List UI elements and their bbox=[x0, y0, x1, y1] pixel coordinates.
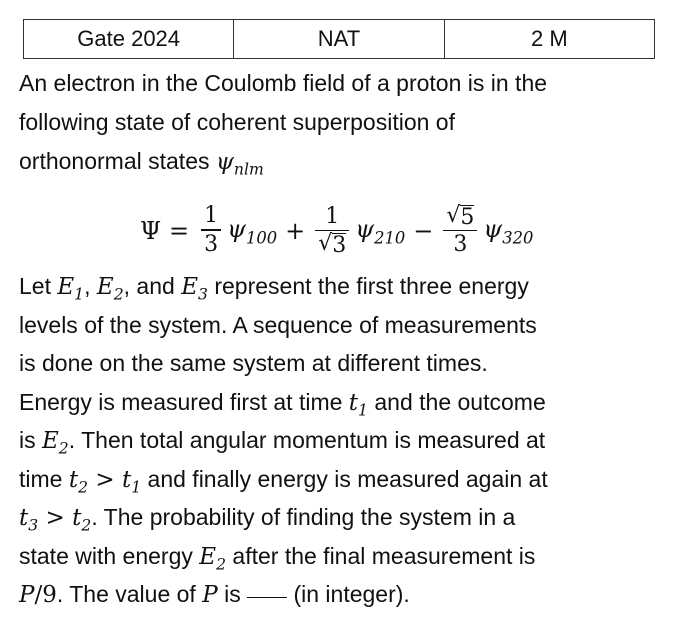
frac1-den: 3 bbox=[204, 231, 219, 257]
t1: $t_1$ bbox=[121, 467, 142, 497]
sqrt-icon: √ bbox=[446, 202, 461, 228]
question-line-13: P/9. The value of P is (in integer). bbox=[19, 581, 410, 608]
marks-cell: 2 M bbox=[530, 26, 568, 51]
psi-320: $\psi_{320}$ bbox=[483, 214, 534, 248]
frac1-num: 1 bbox=[204, 203, 219, 229]
P-symbol: P bbox=[202, 582, 218, 608]
t1: $t_1$ bbox=[348, 390, 368, 420]
question-line-1: An electron in the Coulomb field of a proton is in the bbox=[19, 70, 548, 96]
question-line-10: time $t_2 > t_1$ and finally energy is measured again at bbox=[19, 466, 548, 497]
question-line-5: Let $E_1$, $E_2$, and $E_3$ represent the first three energy bbox=[19, 273, 529, 304]
fraction-one-root-three bbox=[315, 204, 349, 259]
question-line-2: following state of coherent superposition of bbox=[19, 109, 455, 135]
question-line-12: state with energy $E_2$ after the final measurement is bbox=[19, 543, 536, 574]
fraction-one-third bbox=[201, 203, 221, 259]
t2: $t_2$ bbox=[72, 505, 92, 535]
plus-sign: + bbox=[285, 217, 306, 245]
equals-sign: = bbox=[169, 217, 190, 245]
frac2-num: 1 bbox=[325, 203, 340, 229]
E2: $E_2$ bbox=[42, 428, 69, 458]
header-table bbox=[23, 19, 655, 59]
question-line-3 bbox=[19, 142, 264, 188]
fraction-root-five-third bbox=[443, 203, 477, 260]
question-line-7: is done on the same system at different times. bbox=[19, 350, 488, 376]
E2: $E_2$ bbox=[96, 274, 124, 304]
answer-blank[interactable] bbox=[247, 597, 287, 598]
psi-210: $\psi_{210}$ bbox=[355, 214, 406, 248]
t3: $t_3$ bbox=[19, 505, 39, 535]
minus-sign: − bbox=[413, 217, 434, 245]
psi-nlm-sub: nlm bbox=[233, 159, 264, 179]
frac3-den: 3 bbox=[453, 232, 468, 258]
E2: $E_2$ bbox=[199, 544, 227, 574]
psi-char: ψ bbox=[215, 149, 234, 175]
psi-100: $\psi_{100}$ bbox=[227, 214, 278, 248]
sqrt-icon: √ bbox=[318, 231, 333, 257]
question-line-6: levels of the system. A sequence of measurements bbox=[19, 312, 537, 338]
question-type-cell: NAT bbox=[234, 20, 444, 58]
capital-psi: Ψ bbox=[140, 217, 162, 245]
question-line-11: $t_3 > t_2$. The probability of finding the system in a bbox=[19, 504, 516, 535]
t2: $t_2$ bbox=[68, 467, 89, 497]
state-equation bbox=[140, 198, 535, 264]
psi-nlm-symbol bbox=[215, 149, 264, 179]
frac3-num-sqrt: √ 5 bbox=[446, 202, 475, 230]
E3: $E_3$ bbox=[181, 274, 208, 304]
exam-cell: Gate 2024 bbox=[24, 20, 234, 58]
frac2-den-sqrt: √ 3 bbox=[318, 231, 347, 259]
E1: $E_1$ bbox=[57, 274, 85, 304]
question-line-9: is $E_2$. Then total angular momentum is measured at bbox=[19, 427, 546, 458]
question-line-8: Energy is measured first at time $t_1$ and the outcome bbox=[19, 389, 546, 420]
line3-text: orthonormal states bbox=[19, 148, 216, 174]
P-over-9: P/9 bbox=[19, 582, 57, 608]
